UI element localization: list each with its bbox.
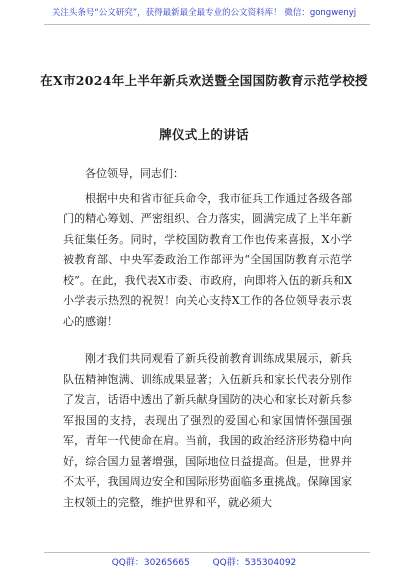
body-paragraph: 刚才我们共同观看了新兵役前教育训练成果展示，新兵队伍精神饱满、训练成果显著；入伍新兵和家长代表分别作了发言，话语中透出了新兵献身国防的决心和家长对新兵参军报国的支持，表现出了强烈的爱国心和家国情怀强国强军，青年一代使命在肩。当前，我国的政治经济形势稳中向好，综合国力显著增强，国际地位日益提高。但是，世界并不太平，我国周边安全和国际形势面临多重挑战。保障国家主权领土的完整，维护世界和平，就必须大	[63, 352, 352, 509]
header-note: 关注头条号“公文研究”，获得最新最全最专业的公文资料库！ 微信：gongwenyj	[51, 8, 357, 18]
document-title-line-2: 牌仪式上的讲话	[159, 127, 249, 142]
footer	[0, 555, 408, 568]
footer-divider	[44, 552, 370, 553]
footer-qq-group-2: QQ群：535304092	[212, 558, 297, 568]
document-title-line-1: 在X市2024年上半年新兵欢送暨全国国防教育示范学校授	[40, 73, 368, 88]
document-body	[63, 164, 352, 513]
body-paragraph: 根据中央和省市征兵命令，我市征兵工作通过各级各部门的精心筹划、严密组织、合力落实，圆满完成了上半年新兵征集任务。同时，学校国防教育工作也传来喜报，X小学被教育部、中央军委政治工作部评为“全国国防教育示范学校”。在此，我代表X市委、市政府，向即将入伍的新兵和X小学表示热烈的祝贺！向关心支持X工作的各位领导表示衷心的感谢！	[63, 191, 352, 328]
header-divider	[44, 24, 370, 25]
footer-qq-group-1: QQ群：30265665	[111, 558, 190, 568]
salutation: 各位领导，同志们：	[85, 167, 184, 180]
